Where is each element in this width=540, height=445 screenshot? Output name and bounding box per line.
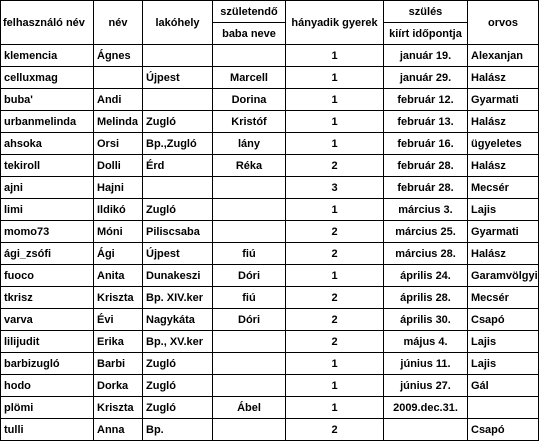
- username-cell: hodo: [1, 375, 94, 397]
- doctor-cell: Gál: [468, 375, 539, 397]
- baby-name-cell: fiú: [213, 243, 286, 265]
- name-cell: Andi: [94, 89, 143, 111]
- doctor-cell: Lajis: [468, 199, 539, 221]
- username-cell: buba': [1, 89, 94, 111]
- residence-cell: Zugló: [143, 397, 213, 419]
- residence-cell: Újpest: [143, 243, 213, 265]
- which-child-cell: 3: [286, 177, 384, 199]
- name-cell: Hajni: [94, 177, 143, 199]
- username-cell: fuoco: [1, 265, 94, 287]
- doctor-cell: Alexanjan: [468, 45, 539, 67]
- header-doctor: orvos: [468, 1, 539, 45]
- name-cell: Dorka: [94, 375, 143, 397]
- baby-name-cell: fiú: [213, 287, 286, 309]
- birth-date-cell: február 28.: [384, 177, 468, 199]
- birth-date-cell: január 29.: [384, 67, 468, 89]
- name-cell: Ági: [94, 243, 143, 265]
- table-row: [1, 265, 539, 287]
- username-cell: lilijudit: [1, 331, 94, 353]
- which-child-cell: 2: [286, 221, 384, 243]
- birth-date-cell: június 11.: [384, 353, 468, 375]
- username-cell: varva: [1, 309, 94, 331]
- residence-cell: Dunakeszi: [143, 265, 213, 287]
- username-cell: ahsoka: [1, 133, 94, 155]
- residence-cell: [143, 177, 213, 199]
- baby-name-cell: Dóri: [213, 265, 286, 287]
- header-residence: lakóhely: [143, 1, 213, 45]
- header-birth-bottom: kiírt időpontja: [384, 23, 468, 45]
- which-child-cell: 1: [286, 265, 384, 287]
- residence-cell: Bp., XV.ker: [143, 331, 213, 353]
- name-cell: Barbi: [94, 353, 143, 375]
- birth-date-cell: május 4.: [384, 331, 468, 353]
- which-child-cell: 1: [286, 375, 384, 397]
- baby-name-cell: [213, 221, 286, 243]
- which-child-cell: 1: [286, 67, 384, 89]
- which-child-cell: 1: [286, 89, 384, 111]
- baby-name-cell: Marcell: [213, 67, 286, 89]
- which-child-cell: 1: [286, 111, 384, 133]
- doctor-cell: [468, 397, 539, 419]
- doctor-cell: Gyarmati: [468, 221, 539, 243]
- residence-cell: Nagykáta: [143, 309, 213, 331]
- doctor-cell: Mecsér: [468, 177, 539, 199]
- birth-date-cell: június 27.: [384, 375, 468, 397]
- name-cell: Anna: [94, 419, 143, 441]
- which-child-cell: 1: [286, 199, 384, 221]
- username-cell: celluxmag: [1, 67, 94, 89]
- header-baby-top: születendő: [213, 1, 286, 23]
- residence-cell: Zugló: [143, 375, 213, 397]
- table-row: [1, 331, 539, 353]
- baby-name-cell: Ábel: [213, 397, 286, 419]
- birth-date-cell: február 16.: [384, 133, 468, 155]
- name-cell: Orsi: [94, 133, 143, 155]
- username-cell: klemencia: [1, 45, 94, 67]
- doctor-cell: Halász: [468, 243, 539, 265]
- doctor-cell: Lajis: [468, 331, 539, 353]
- name-cell: Dolli: [94, 155, 143, 177]
- table-row: [1, 397, 539, 419]
- baby-name-cell: [213, 45, 286, 67]
- username-cell: ajni: [1, 177, 94, 199]
- table-row: [1, 177, 539, 199]
- table-row: [1, 155, 539, 177]
- header-row-top: [1, 1, 539, 23]
- which-child-cell: 2: [286, 287, 384, 309]
- baby-name-cell: [213, 199, 286, 221]
- baby-name-cell: [213, 375, 286, 397]
- doctor-cell: Lajis: [468, 353, 539, 375]
- username-cell: momo73: [1, 221, 94, 243]
- doctor-cell: Halász: [468, 111, 539, 133]
- residence-cell: Piliscsaba: [143, 221, 213, 243]
- name-cell: Évi: [94, 309, 143, 331]
- birth-date-cell: február 28.: [384, 155, 468, 177]
- table-row: [1, 89, 539, 111]
- residence-cell: Zugló: [143, 353, 213, 375]
- header-username: felhasználó név: [1, 1, 94, 45]
- birth-date-cell: március 25.: [384, 221, 468, 243]
- which-child-cell: 2: [286, 155, 384, 177]
- baby-name-cell: lány: [213, 133, 286, 155]
- table-row: [1, 199, 539, 221]
- residence-cell: Bp.: [143, 419, 213, 441]
- residence-cell: Bp.,Zugló: [143, 133, 213, 155]
- doctor-cell: ügyeletes: [468, 133, 539, 155]
- residence-cell: [143, 89, 213, 111]
- table-body: [1, 45, 539, 441]
- table-row: [1, 67, 539, 89]
- which-child-cell: 1: [286, 45, 384, 67]
- baby-name-cell: [213, 353, 286, 375]
- birth-date-cell: [384, 419, 468, 441]
- birth-date-cell: április 28.: [384, 287, 468, 309]
- username-cell: tekiroll: [1, 155, 94, 177]
- birth-date-cell: február 12.: [384, 89, 468, 111]
- baby-name-cell: Dorina: [213, 89, 286, 111]
- name-cell: Kriszta: [94, 397, 143, 419]
- residence-cell: Zugló: [143, 111, 213, 133]
- name-cell: Ágnes: [94, 45, 143, 67]
- baby-name-cell: [213, 419, 286, 441]
- username-cell: barbizugló: [1, 353, 94, 375]
- table-row: [1, 419, 539, 441]
- residence-cell: Érd: [143, 155, 213, 177]
- table-row: [1, 111, 539, 133]
- header-name: név: [94, 1, 143, 45]
- name-cell: Anita: [94, 265, 143, 287]
- name-cell: Kriszta: [94, 287, 143, 309]
- header-birth-top: szülés: [384, 1, 468, 23]
- which-child-cell: 1: [286, 133, 384, 155]
- name-cell: [94, 67, 143, 89]
- birth-date-cell: január 19.: [384, 45, 468, 67]
- doctor-cell: Csapó: [468, 419, 539, 441]
- name-cell: Ildikó: [94, 199, 143, 221]
- doctor-cell: Halász: [468, 67, 539, 89]
- table-row: [1, 133, 539, 155]
- name-cell: Erika: [94, 331, 143, 353]
- residence-cell: Bp. XIV.ker: [143, 287, 213, 309]
- header-which-child: hányadik gyerek: [286, 1, 384, 45]
- birth-date-cell: 2009.dec.31.: [384, 397, 468, 419]
- username-cell: tkrisz: [1, 287, 94, 309]
- table-row: [1, 287, 539, 309]
- which-child-cell: 2: [286, 309, 384, 331]
- baby-name-cell: Réka: [213, 155, 286, 177]
- which-child-cell: 2: [286, 243, 384, 265]
- residence-cell: Zugló: [143, 199, 213, 221]
- baby-name-cell: [213, 331, 286, 353]
- which-child-cell: 2: [286, 419, 384, 441]
- username-cell: limi: [1, 199, 94, 221]
- username-cell: plömi: [1, 397, 94, 419]
- residence-cell: Újpest: [143, 67, 213, 89]
- birth-date-cell: április 24.: [384, 265, 468, 287]
- doctor-cell: Garamvölgyi: [468, 265, 539, 287]
- username-cell: urbanmelinda: [1, 111, 94, 133]
- table-row: [1, 221, 539, 243]
- birth-date-cell: április 30.: [384, 309, 468, 331]
- residence-cell: [143, 45, 213, 67]
- birth-date-cell: március 28.: [384, 243, 468, 265]
- which-child-cell: 2: [286, 331, 384, 353]
- baby-name-cell: Dóri: [213, 309, 286, 331]
- baby-name-cell: Kristóf: [213, 111, 286, 133]
- birth-date-cell: március 3.: [384, 199, 468, 221]
- table-row: [1, 243, 539, 265]
- doctor-cell: Csapó: [468, 309, 539, 331]
- username-cell: ági_zsófi: [1, 243, 94, 265]
- table-row: [1, 375, 539, 397]
- username-cell: tulli: [1, 419, 94, 441]
- baby-name-cell: [213, 177, 286, 199]
- name-cell: Melinda: [94, 111, 143, 133]
- birth-date-cell: február 13.: [384, 111, 468, 133]
- doctor-cell: Halász: [468, 155, 539, 177]
- table-row: [1, 353, 539, 375]
- table-row: [1, 45, 539, 67]
- header-baby-bottom: baba neve: [213, 23, 286, 45]
- which-child-cell: 1: [286, 353, 384, 375]
- which-child-cell: 1: [286, 397, 384, 419]
- doctor-cell: Gyarmati: [468, 89, 539, 111]
- doctor-cell: Mecsér: [468, 287, 539, 309]
- table-row: [1, 309, 539, 331]
- name-cell: Móni: [94, 221, 143, 243]
